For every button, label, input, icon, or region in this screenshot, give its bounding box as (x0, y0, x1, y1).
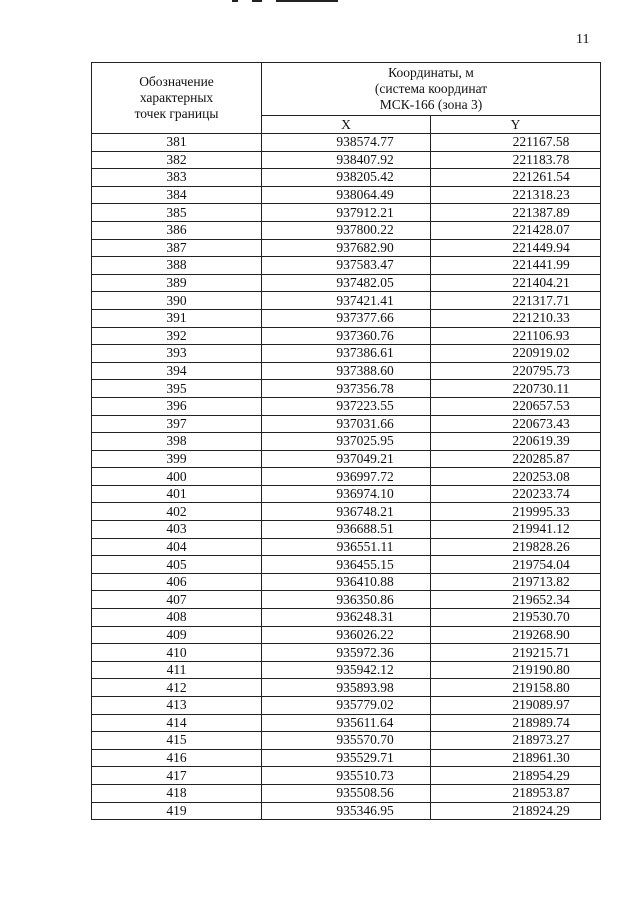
point-number-cell: 390 (92, 292, 262, 310)
point-number-cell: 400 (92, 468, 262, 486)
table-row (92, 609, 601, 627)
point-number-cell: 389 (92, 274, 262, 292)
point-number-cell: 397 (92, 415, 262, 433)
table-row (92, 151, 601, 169)
point-number-cell: 386 (92, 221, 262, 239)
table-row (92, 644, 601, 662)
table-row (92, 274, 601, 292)
point-number-cell: 391 (92, 309, 262, 327)
point-number-cell: 402 (92, 503, 262, 521)
y-coordinate-cell: 221183.78 (431, 151, 601, 169)
point-number-cell: 385 (92, 204, 262, 222)
y-coordinate-cell: 219089.97 (431, 697, 601, 715)
point-number-cell: 392 (92, 327, 262, 345)
y-coordinate-cell: 220657.53 (431, 397, 601, 415)
point-number-cell: 410 (92, 644, 262, 662)
point-number-cell: 411 (92, 661, 262, 679)
table-row (92, 714, 601, 732)
x-coordinate-cell: 936997.72 (262, 468, 431, 486)
x-coordinate-cell: 937356.78 (262, 380, 431, 398)
table-row (92, 397, 601, 415)
x-coordinate-cell: 935972.36 (262, 644, 431, 662)
x-coordinate-cell: 936248.31 (262, 609, 431, 627)
x-coordinate-cell: 938064.49 (262, 186, 431, 204)
point-number-cell: 412 (92, 679, 262, 697)
y-coordinate-cell: 218953.87 (431, 784, 601, 802)
x-coordinate-cell: 937223.55 (262, 397, 431, 415)
table-row (92, 380, 601, 398)
x-coordinate-cell: 937049.21 (262, 450, 431, 468)
table-row (92, 433, 601, 451)
coordinates-header: Координаты, м (система координат МСК-166 (зона 3) (262, 63, 601, 116)
x-coordinate-cell: 936455.15 (262, 556, 431, 574)
point-number-cell: 383 (92, 169, 262, 187)
table-row (92, 169, 601, 187)
point-number-cell: 401 (92, 485, 262, 503)
point-number-cell: 394 (92, 362, 262, 380)
y-coordinate-cell: 221449.94 (431, 239, 601, 257)
table-row (92, 661, 601, 679)
table-row (92, 221, 601, 239)
point-number-cell: 407 (92, 591, 262, 609)
point-number-cell: 418 (92, 784, 262, 802)
y-coordinate-cell: 219828.26 (431, 538, 601, 556)
x-coordinate-cell: 936551.11 (262, 538, 431, 556)
point-number-cell: 409 (92, 626, 262, 644)
table-row (92, 327, 601, 345)
x-coordinate-cell: 935570.70 (262, 732, 431, 750)
table-row (92, 521, 601, 539)
x-coordinate-cell: 937377.66 (262, 309, 431, 327)
page-number: 11 (576, 32, 590, 47)
x-coordinate-cell: 937800.22 (262, 221, 431, 239)
table-row (92, 450, 601, 468)
coordinates-table (91, 62, 601, 820)
y-coordinate-cell: 221404.21 (431, 274, 601, 292)
y-coordinate-cell: 221318.23 (431, 186, 601, 204)
point-number-cell: 382 (92, 151, 262, 169)
point-number-cell: 408 (92, 609, 262, 627)
table-row (92, 204, 601, 222)
x-coordinate-cell: 936688.51 (262, 521, 431, 539)
y-coordinate-cell: 221210.33 (431, 309, 601, 327)
y-coordinate-cell: 221317.71 (431, 292, 601, 310)
table-row (92, 186, 601, 204)
x-coordinate-cell: 936410.88 (262, 573, 431, 591)
point-number-cell: 416 (92, 749, 262, 767)
x-coordinate-cell: 937912.21 (262, 204, 431, 222)
table-row (92, 538, 601, 556)
table-row (92, 749, 601, 767)
y-coordinate-cell: 220673.43 (431, 415, 601, 433)
table-row (92, 679, 601, 697)
point-number-cell: 387 (92, 239, 262, 257)
x-column-header: X (262, 116, 431, 134)
table-header (92, 63, 601, 134)
table-row (92, 732, 601, 750)
y-coordinate-cell: 219530.70 (431, 609, 601, 627)
point-number-cell: 393 (92, 345, 262, 363)
point-number-cell: 417 (92, 767, 262, 785)
point-number-cell: 415 (92, 732, 262, 750)
x-coordinate-cell: 937583.47 (262, 257, 431, 275)
y-coordinate-cell: 220795.73 (431, 362, 601, 380)
point-number-cell: 395 (92, 380, 262, 398)
y-coordinate-cell: 220619.39 (431, 433, 601, 451)
scan-marks (232, 0, 342, 4)
y-coordinate-cell: 218961.30 (431, 749, 601, 767)
x-coordinate-cell: 937031.66 (262, 415, 431, 433)
x-coordinate-cell: 935346.95 (262, 802, 431, 820)
table-row (92, 345, 601, 363)
y-coordinate-cell: 219190.80 (431, 661, 601, 679)
point-number-cell: 406 (92, 573, 262, 591)
table-row (92, 309, 601, 327)
table-row (92, 573, 601, 591)
y-coordinate-cell: 219268.90 (431, 626, 601, 644)
x-coordinate-cell: 937682.90 (262, 239, 431, 257)
x-coordinate-cell: 938205.42 (262, 169, 431, 187)
point-number-cell: 396 (92, 397, 262, 415)
table-row (92, 503, 601, 521)
point-number-cell: 413 (92, 697, 262, 715)
x-coordinate-cell: 937482.05 (262, 274, 431, 292)
table-body (92, 134, 601, 820)
y-coordinate-cell: 219215.71 (431, 644, 601, 662)
point-number-cell: 381 (92, 134, 262, 152)
x-coordinate-cell: 937360.76 (262, 327, 431, 345)
x-coordinate-cell: 937421.41 (262, 292, 431, 310)
x-coordinate-cell: 935510.73 (262, 767, 431, 785)
y-coordinate-cell: 219995.33 (431, 503, 601, 521)
x-coordinate-cell: 937386.61 (262, 345, 431, 363)
x-coordinate-cell: 936350.86 (262, 591, 431, 609)
point-number-cell: 398 (92, 433, 262, 451)
y-coordinate-cell: 220730.11 (431, 380, 601, 398)
point-designation-header: Обозначение характерных точек границы (92, 63, 262, 134)
y-coordinate-cell: 220919.02 (431, 345, 601, 363)
y-coordinate-cell: 219158.80 (431, 679, 601, 697)
y-column-header: Y (431, 116, 601, 134)
y-coordinate-cell: 221441.99 (431, 257, 601, 275)
table-row (92, 784, 601, 802)
y-coordinate-cell: 219941.12 (431, 521, 601, 539)
y-coordinate-cell: 221167.58 (431, 134, 601, 152)
x-coordinate-cell: 935508.56 (262, 784, 431, 802)
table-row (92, 134, 601, 152)
y-coordinate-cell: 218954.29 (431, 767, 601, 785)
table-row (92, 239, 601, 257)
table-row (92, 802, 601, 820)
table-row (92, 292, 601, 310)
x-coordinate-cell: 935779.02 (262, 697, 431, 715)
point-number-cell: 414 (92, 714, 262, 732)
y-coordinate-cell: 218989.74 (431, 714, 601, 732)
y-coordinate-cell: 220253.08 (431, 468, 601, 486)
table-row (92, 468, 601, 486)
y-coordinate-cell: 219754.04 (431, 556, 601, 574)
table-row (92, 556, 601, 574)
x-coordinate-cell: 936026.22 (262, 626, 431, 644)
point-number-cell: 419 (92, 802, 262, 820)
y-coordinate-cell: 218973.27 (431, 732, 601, 750)
x-coordinate-cell: 938574.77 (262, 134, 431, 152)
table-row (92, 626, 601, 644)
point-number-cell: 399 (92, 450, 262, 468)
y-coordinate-cell: 221106.93 (431, 327, 601, 345)
table-row (92, 697, 601, 715)
y-coordinate-cell: 218924.29 (431, 802, 601, 820)
x-coordinate-cell: 935893.98 (262, 679, 431, 697)
point-number-cell: 404 (92, 538, 262, 556)
x-coordinate-cell: 936748.21 (262, 503, 431, 521)
y-coordinate-cell: 221261.54 (431, 169, 601, 187)
y-coordinate-cell: 219713.82 (431, 573, 601, 591)
table-row (92, 591, 601, 609)
x-coordinate-cell: 935611.64 (262, 714, 431, 732)
table-row (92, 415, 601, 433)
point-number-cell: 403 (92, 521, 262, 539)
x-coordinate-cell: 937388.60 (262, 362, 431, 380)
x-coordinate-cell: 937025.95 (262, 433, 431, 451)
x-coordinate-cell: 935942.12 (262, 661, 431, 679)
table-row (92, 257, 601, 275)
table-row (92, 485, 601, 503)
x-coordinate-cell: 935529.71 (262, 749, 431, 767)
table-row (92, 362, 601, 380)
table-row (92, 767, 601, 785)
y-coordinate-cell: 219652.34 (431, 591, 601, 609)
point-number-cell: 405 (92, 556, 262, 574)
y-coordinate-cell: 221387.89 (431, 204, 601, 222)
y-coordinate-cell: 220285.87 (431, 450, 601, 468)
y-coordinate-cell: 220233.74 (431, 485, 601, 503)
y-coordinate-cell: 221428.07 (431, 221, 601, 239)
x-coordinate-cell: 936974.10 (262, 485, 431, 503)
point-number-cell: 384 (92, 186, 262, 204)
point-number-cell: 388 (92, 257, 262, 275)
x-coordinate-cell: 938407.92 (262, 151, 431, 169)
